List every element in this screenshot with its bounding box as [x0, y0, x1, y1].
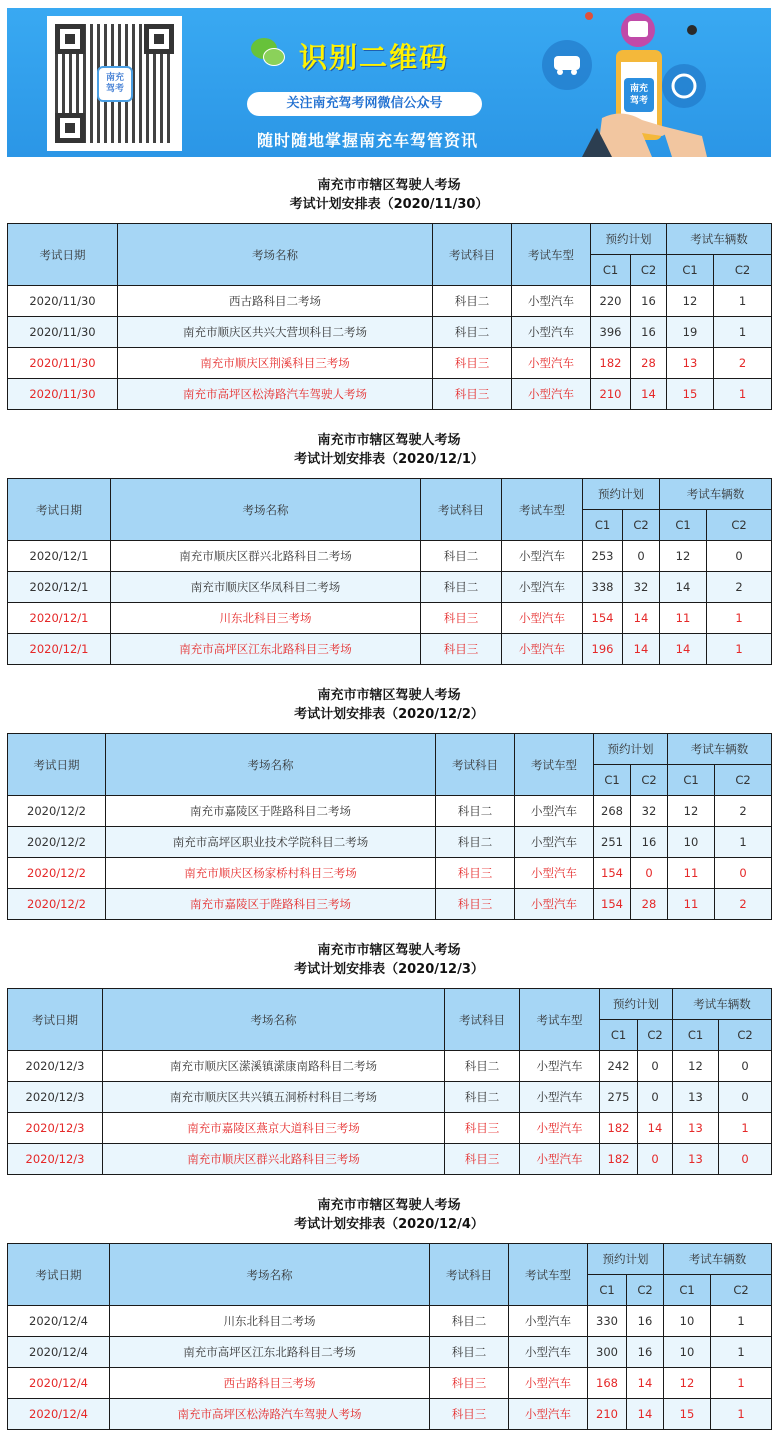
cell-cars-c1: 13 — [673, 1113, 719, 1144]
cell-plan-c1: 242 — [600, 1051, 638, 1082]
cell-venue: 南充市高坪区江东北路科目三考场 — [111, 634, 421, 665]
phone-hand-illustration-icon — [542, 8, 771, 157]
cell-venue: 南充市顺庆区群兴北路科目二考场 — [111, 541, 421, 572]
header-plan-c2: C2 — [623, 510, 660, 541]
schedule-table — [7, 223, 772, 410]
cell-cars-c1: 10 — [668, 827, 715, 858]
cell-venue: 南充市高坪区职业技术学院科目二考场 — [106, 827, 436, 858]
header-plan: 预约计划 — [594, 734, 668, 765]
cell-cars-c1: 12 — [673, 1051, 719, 1082]
cell-subject: 科目二 — [433, 317, 512, 348]
cell-date: 2020/12/4 — [8, 1368, 110, 1399]
schedule-table — [7, 478, 772, 665]
table-row — [8, 1051, 772, 1082]
cell-plan-c1: 154 — [594, 858, 631, 889]
cell-date: 2020/12/1 — [8, 634, 111, 665]
cell-cars-c1: 11 — [668, 858, 715, 889]
cell-vehicle: 小型汽车 — [515, 796, 594, 827]
cell-plan-c2: 16 — [627, 1337, 664, 1368]
cell-venue: 南充市顺庆区群兴北路科目三考场 — [103, 1144, 445, 1175]
table-row — [8, 348, 772, 379]
table-row — [8, 603, 772, 634]
schedule-table — [7, 988, 772, 1175]
cell-subject: 科目二 — [430, 1337, 509, 1368]
cell-venue: 南充市顺庆区潆溪镇潆康南路科目二考场 — [103, 1051, 445, 1082]
qr-code — [47, 16, 182, 151]
header-date: 考试日期 — [8, 1244, 110, 1306]
cell-subject: 科目三 — [436, 858, 515, 889]
header-cars: 考试车辆数 — [660, 479, 772, 510]
header-venue: 考场名称 — [103, 989, 445, 1051]
header-plan: 预约计划 — [588, 1244, 664, 1275]
cell-venue: 川东北科目三考场 — [111, 603, 421, 634]
cell-cars-c2: 1 — [714, 286, 772, 317]
header-cars-c2: C2 — [719, 1020, 772, 1051]
banner-subtitle: 随时随地掌握南充车驾管资讯 — [257, 131, 479, 150]
schedule-section — [7, 431, 771, 665]
section-title: 南充市市辖区驾驶人考场 — [317, 688, 461, 703]
cell-plan-c2: 14 — [631, 379, 667, 410]
cell-plan-c1: 210 — [588, 1399, 627, 1430]
cell-venue: 南充市顺庆区华凤科目二考场 — [111, 572, 421, 603]
cell-vehicle: 小型汽车 — [512, 317, 591, 348]
cell-vehicle: 小型汽车 — [509, 1399, 588, 1430]
section-subtitle: 考试计划安排表（2020/12/4） — [294, 1217, 484, 1232]
cell-date: 2020/12/1 — [8, 603, 111, 634]
cell-venue: 西古路科目二考场 — [118, 286, 433, 317]
cell-vehicle: 小型汽车 — [520, 1113, 600, 1144]
header-plan-c2: C2 — [638, 1020, 673, 1051]
header-plan: 预约计划 — [591, 224, 667, 255]
cell-plan-c2: 32 — [623, 572, 660, 603]
cell-plan-c2: 14 — [627, 1399, 664, 1430]
cell-date: 2020/11/30 — [8, 379, 118, 410]
cell-plan-c2: 14 — [623, 603, 660, 634]
cell-venue: 南充市嘉陵区燕京大道科目三考场 — [103, 1113, 445, 1144]
header-venue: 考场名称 — [106, 734, 436, 796]
cell-vehicle: 小型汽车 — [520, 1082, 600, 1113]
header-vehicle: 考试车型 — [512, 224, 591, 286]
cell-venue: 南充市顺庆区共兴大营坝科目二考场 — [118, 317, 433, 348]
cell-plan-c1: 396 — [591, 317, 631, 348]
section-title: 南充市市辖区驾驶人考场 — [317, 433, 461, 448]
cell-cars-c2: 0 — [715, 858, 772, 889]
cell-date: 2020/12/2 — [8, 827, 106, 858]
cell-plan-c1: 182 — [600, 1144, 638, 1175]
cell-subject: 科目三 — [421, 603, 502, 634]
cell-cars-c2: 1 — [714, 317, 772, 348]
header-date: 考试日期 — [8, 479, 111, 541]
cell-vehicle: 小型汽车 — [502, 572, 583, 603]
cell-date: 2020/12/2 — [8, 796, 106, 827]
header-cars-c2: C2 — [714, 255, 772, 286]
cell-plan-c1: 154 — [583, 603, 623, 634]
cell-plan-c1: 182 — [591, 348, 631, 379]
header-plan-c2: C2 — [631, 255, 667, 286]
schedule-table — [7, 733, 772, 920]
header-subject: 考试科目 — [430, 1244, 509, 1306]
schedule-table — [7, 1243, 772, 1430]
cell-cars-c1: 14 — [660, 634, 707, 665]
header-cars-c2: C2 — [711, 1275, 772, 1306]
header-plan-c1: C1 — [591, 255, 631, 286]
cell-cars-c2: 2 — [714, 348, 772, 379]
section-subtitle: 考试计划安排表（2020/11/30） — [289, 197, 489, 212]
section-title: 南充市市辖区驾驶人考场 — [317, 178, 461, 193]
table-row — [8, 286, 772, 317]
cell-subject: 科目二 — [421, 572, 502, 603]
header-plan-c2: C2 — [627, 1275, 664, 1306]
table-row — [8, 1144, 772, 1175]
section-title: 南充市市辖区驾驶人考场 — [317, 943, 461, 958]
cell-venue: 南充市顺庆区荆溪科目三考场 — [118, 348, 433, 379]
cell-cars-c2: 1 — [714, 379, 772, 410]
cell-date: 2020/12/1 — [8, 541, 111, 572]
cell-plan-c2: 0 — [631, 858, 668, 889]
header-plan-c1: C1 — [600, 1020, 638, 1051]
table-row — [8, 1306, 772, 1337]
cell-plan-c2: 14 — [627, 1368, 664, 1399]
cell-cars-c2: 2 — [715, 889, 772, 920]
cell-plan-c2: 16 — [631, 286, 667, 317]
section-subtitle: 考试计划安排表（2020/12/3） — [294, 962, 484, 977]
cell-plan-c1: 300 — [588, 1337, 627, 1368]
cell-plan-c2: 0 — [638, 1144, 673, 1175]
table-row — [8, 827, 772, 858]
cell-vehicle: 小型汽车 — [515, 827, 594, 858]
header-vehicle: 考试车型 — [515, 734, 594, 796]
cell-cars-c1: 12 — [667, 286, 714, 317]
cell-subject: 科目二 — [421, 541, 502, 572]
cell-plan-c1: 253 — [583, 541, 623, 572]
qr-logo-line1: 南充 — [105, 73, 124, 83]
cell-cars-c2: 1 — [719, 1113, 772, 1144]
cell-plan-c1: 220 — [591, 286, 631, 317]
cell-plan-c2: 28 — [631, 348, 667, 379]
cell-cars-c1: 19 — [667, 317, 714, 348]
header-cars: 考试车辆数 — [667, 224, 772, 255]
cell-subject: 科目二 — [445, 1051, 520, 1082]
cell-plan-c1: 268 — [594, 796, 631, 827]
cell-cars-c1: 12 — [668, 796, 715, 827]
table-row — [8, 1082, 772, 1113]
cell-subject: 科目三 — [433, 348, 512, 379]
cell-cars-c1: 13 — [673, 1144, 719, 1175]
cell-subject: 科目二 — [436, 796, 515, 827]
cell-plan-c1: 251 — [594, 827, 631, 858]
cell-subject: 科目二 — [445, 1082, 520, 1113]
cell-date: 2020/12/4 — [8, 1399, 110, 1430]
cell-plan-c2: 16 — [627, 1306, 664, 1337]
header-cars-c1: C1 — [667, 255, 714, 286]
cell-cars-c1: 11 — [660, 603, 707, 634]
cell-plan-c2: 0 — [623, 541, 660, 572]
cell-cars-c1: 13 — [673, 1082, 719, 1113]
header-cars-c1: C1 — [664, 1275, 711, 1306]
cell-cars-c2: 1 — [707, 603, 772, 634]
table-row — [8, 858, 772, 889]
table-row — [8, 1337, 772, 1368]
cell-plan-c1: 338 — [583, 572, 623, 603]
header-subject: 考试科目 — [445, 989, 520, 1051]
header-plan-c1: C1 — [588, 1275, 627, 1306]
table-row — [8, 889, 772, 920]
schedule-section — [7, 686, 771, 920]
cell-vehicle: 小型汽车 — [512, 286, 591, 317]
cell-venue: 川东北科目二考场 — [110, 1306, 430, 1337]
table-row — [8, 796, 772, 827]
cell-plan-c2: 14 — [623, 634, 660, 665]
cell-date: 2020/12/2 — [8, 858, 106, 889]
cell-plan-c2: 32 — [631, 796, 668, 827]
cell-vehicle: 小型汽车 — [520, 1051, 600, 1082]
cell-date: 2020/12/3 — [8, 1082, 103, 1113]
cell-cars-c1: 13 — [667, 348, 714, 379]
cell-cars-c2: 0 — [707, 541, 772, 572]
section-title: 南充市市辖区驾驶人考场 — [317, 1198, 461, 1213]
cell-cars-c2: 1 — [711, 1368, 772, 1399]
cell-date: 2020/12/4 — [8, 1306, 110, 1337]
cell-date: 2020/12/2 — [8, 889, 106, 920]
header-venue: 考场名称 — [118, 224, 433, 286]
cell-venue: 南充市顺庆区杨家桥村科目三考场 — [106, 858, 436, 889]
cell-subject: 科目二 — [433, 286, 512, 317]
cell-vehicle: 小型汽车 — [512, 379, 591, 410]
header-vehicle: 考试车型 — [509, 1244, 588, 1306]
cell-plan-c2: 14 — [638, 1113, 673, 1144]
section-subtitle: 考试计划安排表（2020/12/1） — [294, 452, 484, 467]
table-row — [8, 572, 772, 603]
qr-logo-line2: 驾考 — [105, 84, 124, 94]
cell-cars-c1: 12 — [664, 1368, 711, 1399]
cell-date: 2020/11/30 — [8, 348, 118, 379]
phone-logo-line2: 驾考 — [629, 96, 649, 106]
cell-vehicle: 小型汽车 — [509, 1337, 588, 1368]
table-row — [8, 1368, 772, 1399]
cell-vehicle: 小型汽车 — [502, 541, 583, 572]
cell-subject: 科目三 — [430, 1399, 509, 1430]
cell-subject: 科目二 — [436, 827, 515, 858]
cell-date: 2020/12/3 — [8, 1051, 103, 1082]
cell-venue: 南充市嘉陵区于陛路科目二考场 — [106, 796, 436, 827]
cell-plan-c2: 0 — [638, 1051, 673, 1082]
cell-subject: 科目三 — [445, 1113, 520, 1144]
header-vehicle: 考试车型 — [520, 989, 600, 1051]
cell-vehicle: 小型汽车 — [509, 1306, 588, 1337]
header-plan-c1: C1 — [583, 510, 623, 541]
cell-subject: 科目二 — [430, 1306, 509, 1337]
table-row — [8, 634, 772, 665]
banner-title: 识别二维码 — [299, 41, 450, 74]
cell-plan-c1: 154 — [594, 889, 631, 920]
header-venue: 考场名称 — [111, 479, 421, 541]
cell-cars-c2: 1 — [711, 1337, 772, 1368]
cell-date: 2020/12/1 — [8, 572, 111, 603]
cell-plan-c2: 16 — [631, 317, 667, 348]
header-vehicle: 考试车型 — [502, 479, 583, 541]
header-date: 考试日期 — [8, 734, 106, 796]
cell-cars-c2: 0 — [719, 1144, 772, 1175]
cell-cars-c2: 1 — [707, 634, 772, 665]
header-subject: 考试科目 — [421, 479, 502, 541]
header-cars: 考试车辆数 — [673, 989, 772, 1020]
cell-date: 2020/12/4 — [8, 1337, 110, 1368]
cell-plan-c2: 28 — [631, 889, 668, 920]
cell-venue: 南充市高坪区江东北路科目二考场 — [110, 1337, 430, 1368]
phone-logo-line1: 南充 — [629, 84, 649, 94]
schedule-section — [7, 1196, 771, 1430]
header-date: 考试日期 — [8, 224, 118, 286]
cell-venue: 南充市嘉陵区于陛路科目三考场 — [106, 889, 436, 920]
wechat-promo-banner[interactable] — [7, 8, 771, 157]
cell-date: 2020/11/30 — [8, 317, 118, 348]
cell-plan-c1: 210 — [591, 379, 631, 410]
header-cars-c1: C1 — [660, 510, 707, 541]
cell-vehicle: 小型汽车 — [502, 603, 583, 634]
cell-subject: 科目三 — [433, 379, 512, 410]
header-subject: 考试科目 — [433, 224, 512, 286]
cell-cars-c1: 10 — [664, 1306, 711, 1337]
cell-cars-c2: 1 — [711, 1399, 772, 1430]
header-plan-c1: C1 — [594, 765, 631, 796]
cell-cars-c2: 0 — [719, 1082, 772, 1113]
schedule-section — [7, 176, 771, 410]
header-cars: 考试车辆数 — [668, 734, 772, 765]
cell-cars-c1: 14 — [660, 572, 707, 603]
cell-vehicle: 小型汽车 — [515, 858, 594, 889]
cell-plan-c2: 16 — [631, 827, 668, 858]
cell-cars-c1: 11 — [668, 889, 715, 920]
header-cars-c2: C2 — [707, 510, 772, 541]
cell-vehicle: 小型汽车 — [515, 889, 594, 920]
cell-plan-c1: 275 — [600, 1082, 638, 1113]
header-venue: 考场名称 — [110, 1244, 430, 1306]
cell-cars-c2: 1 — [715, 827, 772, 858]
table-row — [8, 1399, 772, 1430]
cell-subject: 科目三 — [421, 634, 502, 665]
header-plan: 预约计划 — [583, 479, 660, 510]
header-cars-c2: C2 — [715, 765, 772, 796]
cell-cars-c1: 12 — [660, 541, 707, 572]
cell-subject: 科目三 — [430, 1368, 509, 1399]
qr-logo — [97, 66, 133, 102]
cell-subject: 科目三 — [445, 1144, 520, 1175]
wechat-icon — [251, 38, 287, 68]
cell-cars-c1: 15 — [664, 1399, 711, 1430]
header-cars-c1: C1 — [668, 765, 715, 796]
header-subject: 考试科目 — [436, 734, 515, 796]
section-subtitle: 考试计划安排表（2020/12/2） — [294, 707, 484, 722]
cell-date: 2020/11/30 — [8, 286, 118, 317]
cell-plan-c1: 330 — [588, 1306, 627, 1337]
cell-venue: 南充市高坪区松涛路汽车驾驶人考场 — [110, 1399, 430, 1430]
cell-plan-c1: 196 — [583, 634, 623, 665]
header-date: 考试日期 — [8, 989, 103, 1051]
header-cars: 考试车辆数 — [664, 1244, 772, 1275]
table-row — [8, 1113, 772, 1144]
cell-plan-c2: 0 — [638, 1082, 673, 1113]
schedule-section — [7, 941, 771, 1175]
table-row — [8, 317, 772, 348]
cell-date: 2020/12/3 — [8, 1113, 103, 1144]
cell-cars-c1: 10 — [664, 1337, 711, 1368]
cell-cars-c2: 1 — [711, 1306, 772, 1337]
cell-vehicle: 小型汽车 — [502, 634, 583, 665]
banner-follow-text: 关注南充驾考网微信公众号 — [247, 92, 482, 116]
cell-cars-c2: 0 — [719, 1051, 772, 1082]
cell-venue: 南充市高坪区松涛路汽车驾驶人考场 — [118, 379, 433, 410]
cell-cars-c2: 2 — [707, 572, 772, 603]
cell-subject: 科目三 — [436, 889, 515, 920]
cell-date: 2020/12/3 — [8, 1144, 103, 1175]
cell-cars-c2: 2 — [715, 796, 772, 827]
header-plan-c2: C2 — [631, 765, 668, 796]
table-row — [8, 379, 772, 410]
table-row — [8, 541, 772, 572]
cell-plan-c1: 182 — [600, 1113, 638, 1144]
cell-venue: 南充市顺庆区共兴镇五洞桥村科目二考场 — [103, 1082, 445, 1113]
cell-vehicle: 小型汽车 — [512, 348, 591, 379]
cell-vehicle: 小型汽车 — [509, 1368, 588, 1399]
header-cars-c1: C1 — [673, 1020, 719, 1051]
header-plan: 预约计划 — [600, 989, 673, 1020]
cell-venue: 西古路科目三考场 — [110, 1368, 430, 1399]
cell-plan-c1: 168 — [588, 1368, 627, 1399]
cell-cars-c1: 15 — [667, 379, 714, 410]
cell-vehicle: 小型汽车 — [520, 1144, 600, 1175]
